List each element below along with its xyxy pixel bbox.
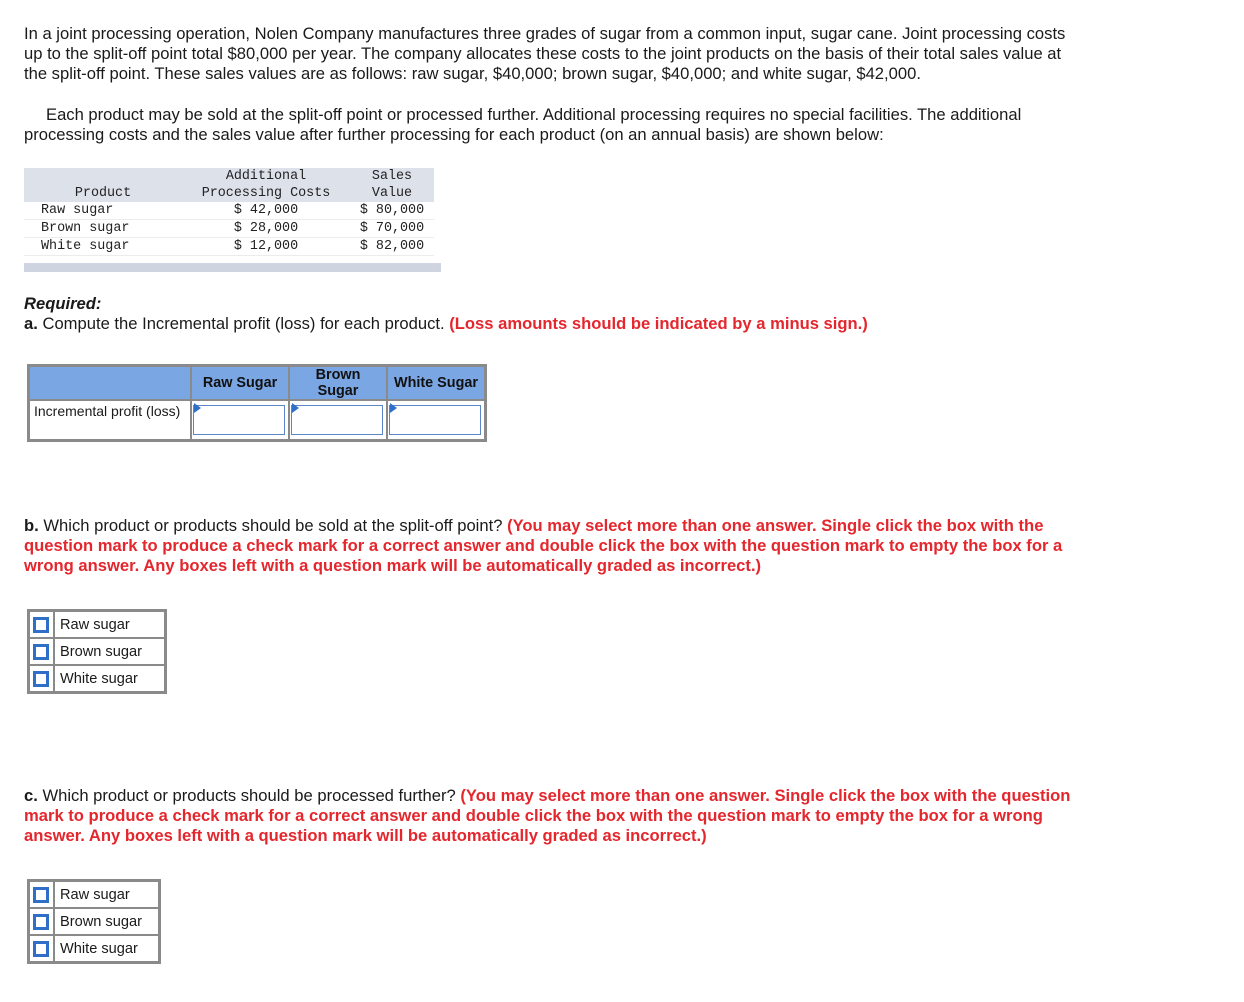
exhibit-sales: $ 80,000	[359, 203, 425, 218]
option-label: White sugar	[60, 940, 138, 957]
exhibit-product: White sugar	[41, 239, 130, 254]
part-b-option-brown-sugar	[30, 639, 164, 666]
checkbox[interactable]	[33, 941, 49, 957]
exhibit-header-product: Product	[24, 168, 182, 202]
option-label: Brown sugar	[60, 913, 142, 930]
exhibit-row	[24, 202, 434, 220]
input-marker-icon	[292, 403, 299, 413]
checkbox[interactable]	[33, 887, 49, 903]
exhibit-sales: $ 70,000	[359, 221, 425, 236]
exhibit-footer-bar	[24, 263, 441, 272]
exhibit-additional: $ 28,000	[233, 221, 299, 236]
checkbox[interactable]	[33, 617, 49, 633]
exhibit-header-sales-line2: Value	[371, 186, 413, 201]
part-a-label: a.	[24, 314, 38, 334]
white-sugar-input[interactable]	[389, 405, 481, 435]
incremental-profit-table	[27, 364, 487, 442]
exhibit-row	[24, 238, 434, 256]
part-b-option-white-sugar	[30, 666, 164, 691]
checkbox[interactable]	[33, 914, 49, 930]
checkbox[interactable]	[33, 671, 49, 687]
part-b-question	[24, 516, 1084, 577]
part-b-note: (You may select more than one answer. Single click the box with the question mark to produce a check mark for a correct answer and double click the box with the question mark to empty the box for a wrong answer. Any boxes left with a question mark will be automatically graded as incorrect.)	[24, 516, 1063, 576]
option-label: Brown sugar	[60, 643, 142, 660]
part-a-question	[24, 314, 1084, 334]
part-c-checkbox-list	[27, 879, 161, 964]
part-c-question	[24, 786, 1084, 847]
exhibit-header-additional-line1: Additional	[225, 169, 307, 184]
exhibit-additional: $ 42,000	[233, 203, 299, 218]
exhibit-sales: $ 82,000	[359, 239, 425, 254]
exhibit-product: Raw sugar	[41, 203, 114, 218]
input-marker-icon	[194, 403, 201, 413]
answer-table-corner	[29, 366, 192, 401]
input-marker-icon	[390, 403, 397, 413]
incremental-profit-label: Incremental profit (loss)	[29, 400, 192, 441]
part-b-checkbox-list	[27, 609, 167, 694]
part-c-label: c.	[24, 786, 38, 805]
part-c-note: (You may select more than one answer. Single click the box with the question mark to produce a check mark for a correct answer and double click the box with the question mark to empty the box for a wrong answer. Any boxes left with a question mark will be automatically graded as incorrect.)	[24, 786, 1071, 846]
option-label: Raw sugar	[60, 886, 130, 903]
exhibit-header-sales-line1: Sales	[371, 169, 413, 184]
part-a-note: (Loss amounts should be indicated by a minus sign.)	[449, 314, 868, 334]
required-heading: Required:	[24, 294, 102, 313]
exhibit-header-sales	[350, 168, 434, 202]
raw-sugar-input[interactable]	[193, 405, 285, 435]
part-c-text: Which product or products should be processed further?	[42, 786, 456, 805]
option-label: White sugar	[60, 670, 138, 687]
intro-paragraph-1: In a joint processing operation, Nolen Company manufactures three grades of sugar from a common input, sugar cane. Joint processing costs up to the split-off point total $80,000 per year. The company allocates these costs to the joint products on the basis of their total sales value at the split-off point. These sales values are as follows: raw sugar, $40,000; brown sugar, $40,000; and white sugar, $42,000.	[24, 24, 1066, 84]
exhibit-additional: $ 12,000	[233, 239, 299, 254]
brown-sugar-cell	[289, 400, 387, 441]
exhibit-header-additional	[182, 168, 350, 202]
exhibit-row	[24, 220, 434, 238]
required-section	[24, 294, 1084, 334]
column-header-raw-sugar: Raw Sugar	[191, 366, 289, 401]
cost-exhibit-table	[24, 168, 434, 256]
intro-paragraph-2-text: Each product may be sold at the split-off point or processed further. Additional processing requires no special facilities. The additional processing costs and the sales value after further processing for each product (on an annual basis) are shown below:	[24, 105, 1022, 145]
exhibit-product: Brown sugar	[41, 221, 130, 236]
cost-exhibit	[24, 168, 441, 272]
part-a-text: Compute the Incremental profit (loss) for each product.	[42, 314, 445, 334]
column-header-brown-sugar: Brown Sugar	[289, 366, 387, 401]
option-label: Raw sugar	[60, 616, 130, 633]
brown-sugar-input[interactable]	[291, 405, 383, 435]
raw-sugar-cell	[191, 400, 289, 441]
intro-paragraph-2	[24, 105, 1084, 145]
part-b-label: b.	[24, 516, 39, 535]
part-c-option-raw-sugar	[30, 882, 158, 909]
part-c-option-brown-sugar	[30, 909, 158, 936]
exhibit-header-additional-line2: Processing Costs	[201, 186, 331, 201]
column-header-white-sugar: White Sugar	[387, 366, 486, 401]
checkbox[interactable]	[33, 644, 49, 660]
part-b-text: Which product or products should be sold at the split-off point?	[43, 516, 503, 535]
white-sugar-cell	[387, 400, 486, 441]
part-c-option-white-sugar	[30, 936, 158, 961]
part-b-option-raw-sugar	[30, 612, 164, 639]
